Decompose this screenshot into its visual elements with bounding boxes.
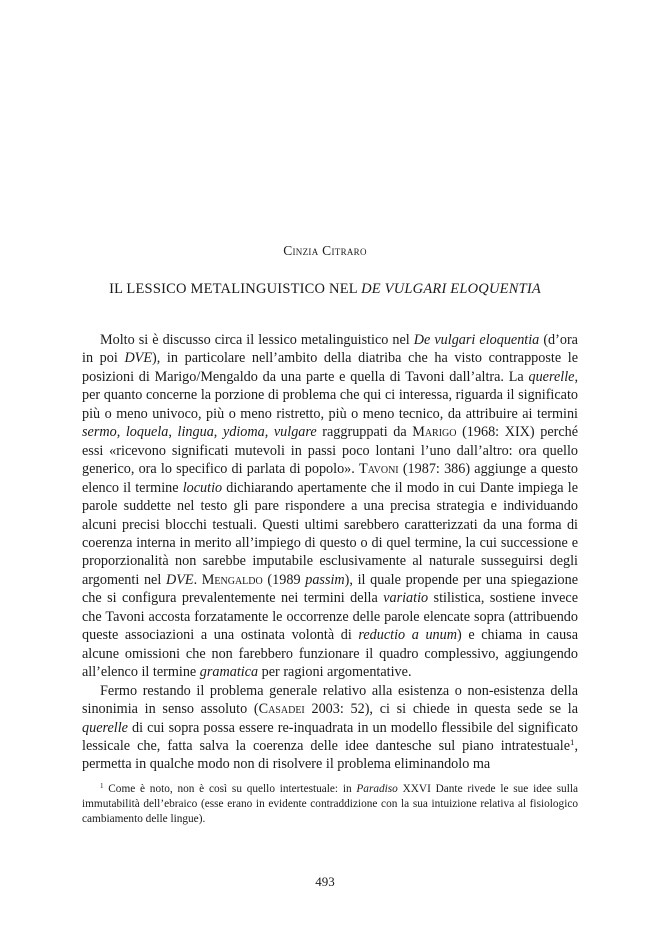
text-run: ) e chiama in causa alcune omissioni che non farebbero funzionare il quadro complessivo, aggiungendo all’elenco il termine [82,627,578,681]
text-run: (1987: 386) aggiunge a questo elenco il termine [82,461,579,496]
text-run: 1 [570,737,575,748]
text-run: (1989 [262,571,306,588]
text-run: loquela [125,424,169,441]
text-run: , permetta in qualche modo non di risolvere il problema eliminandolo ma [82,737,578,773]
text-run: XXVI Dante rivede le sue idee sulla immutabilità dell’ebraico (esse erano in evidente contraddizione con la sua intuizione relativa al fisiologico cambiamento delle lingue). [82,783,578,826]
text-run: . [193,571,202,588]
paragraph-2 [82,682,578,774]
paragraph-1 [82,331,578,682]
text-run: passim [305,571,345,588]
text-run: De vulgari eloquentia [413,332,540,348]
text-run: reductio a unum [358,627,457,644]
text-run: ), in particolare nell’ambito della diatriba che ha visto contrapposte le posizioni di Marigo/Mengaldo da una parte e quella di Tavoni dall’altra. La [82,350,578,385]
text-run: Mengaldo [201,571,263,588]
title-prefix: IL LESSICO METALINGUISTICO NEL [109,281,362,297]
text-run: (1968: XIX) perché essi «ricevono significati mutevoli in passi poco lontani l’uno dall’altro: ora quello generico, ora lo specifico di parlata di popolo». [82,424,579,478]
text-run: ydioma [222,424,265,441]
text-run: lingua [177,424,214,441]
text-run: Paradiso [356,783,398,795]
text-run: Marigo [412,424,457,441]
text-run: raggruppati da [316,424,413,441]
text-run: di cui sopra possa essere re-inquadrata in un modello flessibile del significato lessicale che, fatta salva la coerenza delle idee dantesche sul piano intratestuale [82,719,578,754]
text-run: Casadei [258,701,305,718]
text-run: Tavoni [359,461,399,478]
text-run: DVE [124,350,153,367]
article-title [0,281,650,298]
text-run: querelle [528,368,575,385]
text-run: querelle [82,719,128,736]
text-run: , [213,424,223,441]
text-run: sermo [82,424,117,441]
text-run: Fermo restando il problema generale relativo alla esistenza o non-esistenza della sinonimia in senso assoluto ( [82,682,578,718]
text-run: , [264,424,274,441]
text-run: per ragioni argomentative. [258,664,412,681]
footnote-1 [82,782,578,828]
text-run: Molto si è discusso circa il lessico metalinguistico nel [100,332,414,348]
text-run: vulgare [273,424,317,441]
text-run: gramatica [199,664,259,681]
title-italic: DE VULGARI ELOQUENTIA [361,281,541,297]
page-number: 493 [315,874,335,889]
text-run: (d’ora in poi [82,332,578,367]
text-run: , per quanto concerne la porzione di problema che qui ci interessa, riguarda il significato più o meno univoco, più o meno ristretto, più o meno tecnico, da attribuire ai termini [82,368,578,422]
text-run: variatio [383,590,429,607]
text-run: locutio [182,479,223,496]
text-run: dichiarando apertamente che il modo in cui Dante impiega le parole suddette nel testo gli pare rispondere a una precisa strategia e individuando alcuni precisi blocchi testuali. Questi ultimi sarebbero caratterizzati da una forma di coerenza interna in merito all’impiego di questo o di quel termine, la cui successione e proporzionalità non sarebbe imputabile esclusivamente al naturale susseguirsi degli argomenti nel [82,479,578,588]
text-run: 2003: 52), ci si chiede in questa sede se la [304,701,578,718]
author-name: Cinzia Citraro [283,243,367,258]
footnote [82,782,578,828]
text-run: Come è noto, non è così su quello intertestuale: in [103,783,357,795]
text-run: stilistica, sostiene invece che Tavoni accosta forzatamente le occorrenze delle parole elencate sopra (attribuendo queste associazioni a una ostinata volontà di [82,590,578,644]
body-text [82,331,578,774]
text-run: , [116,424,126,441]
text-run: DVE [165,571,194,588]
text-run: 1 [100,782,104,791]
text-run: , [168,424,178,441]
text-run: ), il quale propende per una spiegazione che si configura prevalentemente nei termini della [82,571,578,607]
